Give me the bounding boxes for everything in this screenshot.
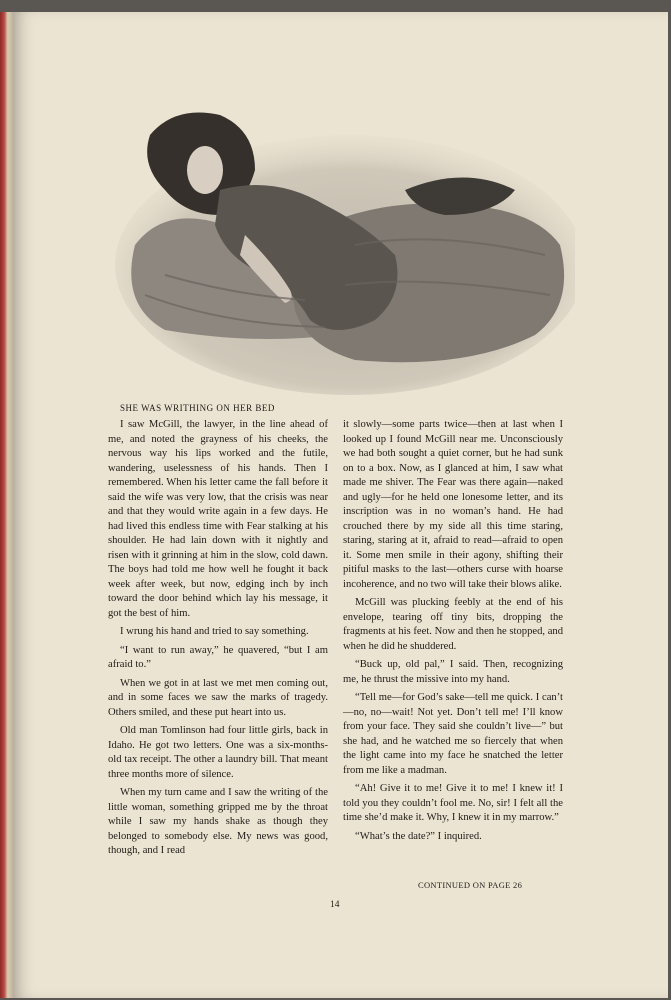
paragraph: Old man Tomlinson had four little girls, back in Idaho. He got two letters. One was a six-months-old tax receipt. The other a laundry bill. That meant three months more of silence. bbox=[108, 725, 328, 780]
paragraph: it slowly—some parts twice—then at last when I looked up I found McGill near me. Unconsciously we had both sought a quiet corner, but he had sunk on to a box. Now, as I glanced at him, I saw what made me shiver. The Fear was there again—naked and ugly—for he held one lonesome letter, and its inscription was in no woman’s hand. He had crouched there by my side all this time staring, staring, staring at it, afraid to read—afraid to open it. Some men smile in their agony, shifting their pitiful masks to the last—others curse with hoarse incoherence, and no two will take their blows alike. bbox=[343, 419, 563, 590]
paragraph: “Ah! Give it to me! Give it to me! I knew it! I told you they couldn’t fool me. No, sir! I felt all the time she’d make it. Why, I knew it in my marrow.” bbox=[343, 783, 563, 823]
page-number: 14 bbox=[330, 900, 340, 910]
illustration-caption: SHE WAS WRITHING ON HER BED bbox=[120, 403, 275, 413]
paragraph: “What’s the date?” I inquired. bbox=[355, 830, 482, 842]
paragraph: “Tell me—for God’s sake—tell me quick. I can’t—no, no—wait! Not yet. Don’t tell me! I’ll know from your face. They said she couldn’t live—” but she had, and he watched me so fiercely that when the light came into my face he snatched the letter from me like a madman. bbox=[343, 692, 563, 776]
continued-note: CONTINUED ON PAGE 26 bbox=[418, 880, 523, 890]
paragraph: “Buck up, old pal,” I said. Then, recognizing me, he thrust the missive into my hand. bbox=[343, 659, 563, 685]
woman-writhing-on-bed-illustration bbox=[105, 95, 575, 395]
paragraph: McGill was plucking feebly at the end of his envelope, tearing off tiny bits, dropping the fragments at his feet. Now and then he stopped, and when he did he shuddered. bbox=[343, 597, 563, 652]
paragraph: When we got in at last we met men coming out, and in some faces we saw the marks of tragedy. Others smiled, and these put heart into us. bbox=[108, 677, 328, 718]
left-text-column bbox=[108, 418, 328, 863]
right-text-column bbox=[343, 418, 563, 848]
woman-face-shape bbox=[187, 146, 223, 194]
paragraph: When my turn came and I saw the writing of the little woman, something gripped me by the throat while I saw my hands shake as though they belonged to somebody else. My news was good, though, and I read bbox=[108, 787, 328, 856]
magazine-spine bbox=[0, 12, 14, 998]
paragraph: I saw McGill, the lawyer, in the line ahead of me, and noted the grayness of his cheeks, the nervous way his lips worked and the futile, wandering, uselessness of his hands. Then I remembered. When his letter came the fall before it said the wife was very low, that the crisis was near and that they would write again in a few days. He had lived this endless time with Fear stalking at his shoulder. He had lain down with it nightly and risen with it grinning at him in the slow, cold dawn. The boys had told me how well he fought it back week after week, but now, edging inch by inch toward the door behind which lay his message, it got the best of him. bbox=[108, 419, 328, 619]
paragraph: “I want to run away,” he quavered, “but I am afraid to.” bbox=[108, 644, 328, 670]
paragraph: I wrung his hand and tried to say something. bbox=[120, 626, 309, 637]
